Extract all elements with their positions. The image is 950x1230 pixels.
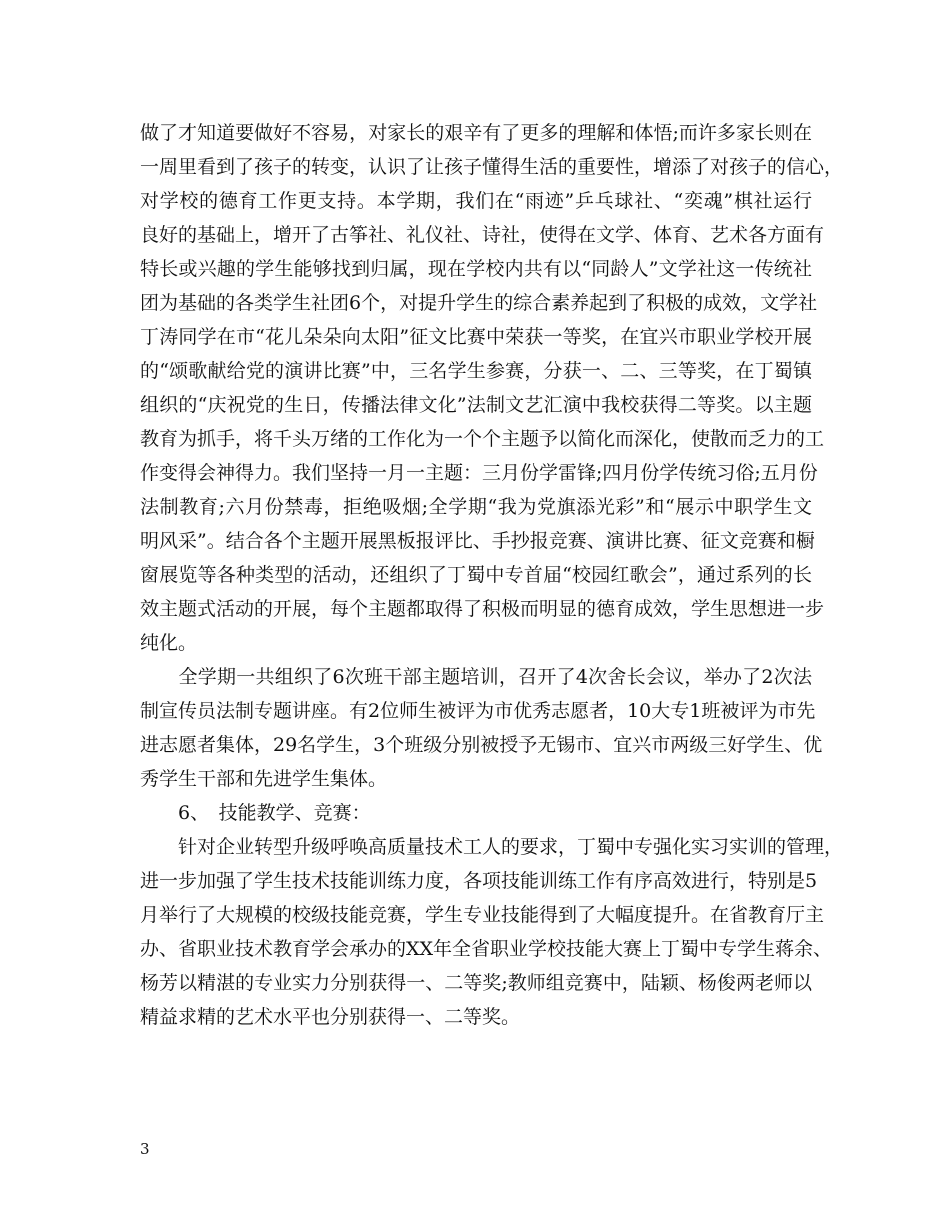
section-heading: [140, 796, 812, 830]
document-body: [140, 116, 844, 1034]
text-line: 团为基础的各类学生社团6个，对提升学生的综合素养起到了积极的成效，文学社: [140, 292, 818, 314]
text-line: 的“颂歌献给党的演讲比赛”中，三名学生参赛，分获一、二、三等奖，在丁蜀镇: [140, 360, 812, 382]
text-line: 良好的基础上，增开了古筝社、礼仪社、诗社，使得在文学、体育、艺术各方面有: [140, 224, 825, 246]
text-line: 进志愿者集体，29名学生，3个班级分别被授予无锡市、宜兴市两级三好学生、优: [140, 734, 823, 756]
text-line: 纯化。: [140, 632, 198, 654]
text-line: 特长或兴趣的学生能够找到归属，现在学校内共有以“同龄人”文学社这一传统社: [140, 258, 812, 280]
text-line: 精益求精的艺术水平也分别获得一、二等奖。: [140, 1006, 521, 1028]
paragraph: [140, 830, 844, 1034]
paragraph: [140, 116, 844, 660]
text-line: 做了才知道要做好不容易，对家长的艰辛有了更多的理解和体悟;而许多家长则在: [140, 122, 812, 144]
text-line: 办、省职业技术教育学会承办的XX年全省职业学校技能大赛上丁蜀中专学生蒋余、: [140, 938, 833, 960]
text-line: 全学期一共组织了6次班干部主题培训，召开了4次舍长会议，举办了2次法: [140, 666, 812, 688]
text-line: 丁涛同学在市“花儿朵朵向太阳”征文比赛中荣获一等奖，在宜兴市职业学校开展: [140, 326, 812, 348]
heading-text: 6、 技能教学、竞赛：: [140, 802, 371, 824]
paragraph: [140, 660, 823, 796]
text-line: 窗展览等各种类型的活动，还组织了丁蜀中专首届“校园红歌会”，通过系列的长: [140, 564, 812, 586]
text-line: 对学校的德育工作更支持。本学期，我们在“雨迹”乒乓球社、“奕魂”棋社运行: [140, 190, 812, 212]
text-line: 进一步加强了学生技术技能训练力度，各项技能训练工作有序高效进行，特别是5: [140, 870, 818, 892]
text-line: 针对企业转型升级呼唤高质量技术工人的要求，丁蜀中专强化实习实训的管理，: [140, 836, 844, 858]
text-line: 法制教育;六月份禁毒，拒绝吸烟;全学期“我为党旗添光彩”和“展示中职学生文: [140, 496, 812, 518]
text-line: 一周里看到了孩子的转变，认识了让孩子懂得生活的重要性，增添了对孩子的信心，: [140, 156, 844, 178]
page-number: 3: [140, 1140, 150, 1158]
text-line: 制宣传员法制专题讲座。有2位师生被评为市优秀志愿者，10大专1班被评为市先: [140, 700, 816, 722]
text-line: 作变得会神得力。我们坚持一月一主题：三月份学雷锋;四月份学传统习俗;五月份: [140, 462, 818, 484]
text-line: 杨芳以精湛的专业实力分别获得一、二等奖;教师组竞赛中，陆颖、杨俊两老师以: [140, 972, 812, 994]
text-line: 月举行了大规模的校级技能竞赛，学生专业技能得到了大幅度提升。在省教育厅主: [140, 904, 825, 926]
text-line: 教育为抓手，将千头万绪的工作化为一个个主题予以简化而深化，使散而乏力的工: [140, 428, 825, 450]
text-line: 组织的“庆祝党的生日，传播法律文化”法制文艺汇演中我校获得二等奖。以主题: [140, 394, 812, 416]
text-line: 效主题式活动的开展，每个主题都取得了积极而明显的德育成效，学生思想进一步: [140, 598, 825, 620]
text-line: 明风采”。结合各个主题开展黑板报评比、手抄报竞赛、演讲比赛、征文竞赛和橱: [140, 530, 815, 552]
text-line: 秀学生干部和先进学生集体。: [140, 768, 388, 790]
